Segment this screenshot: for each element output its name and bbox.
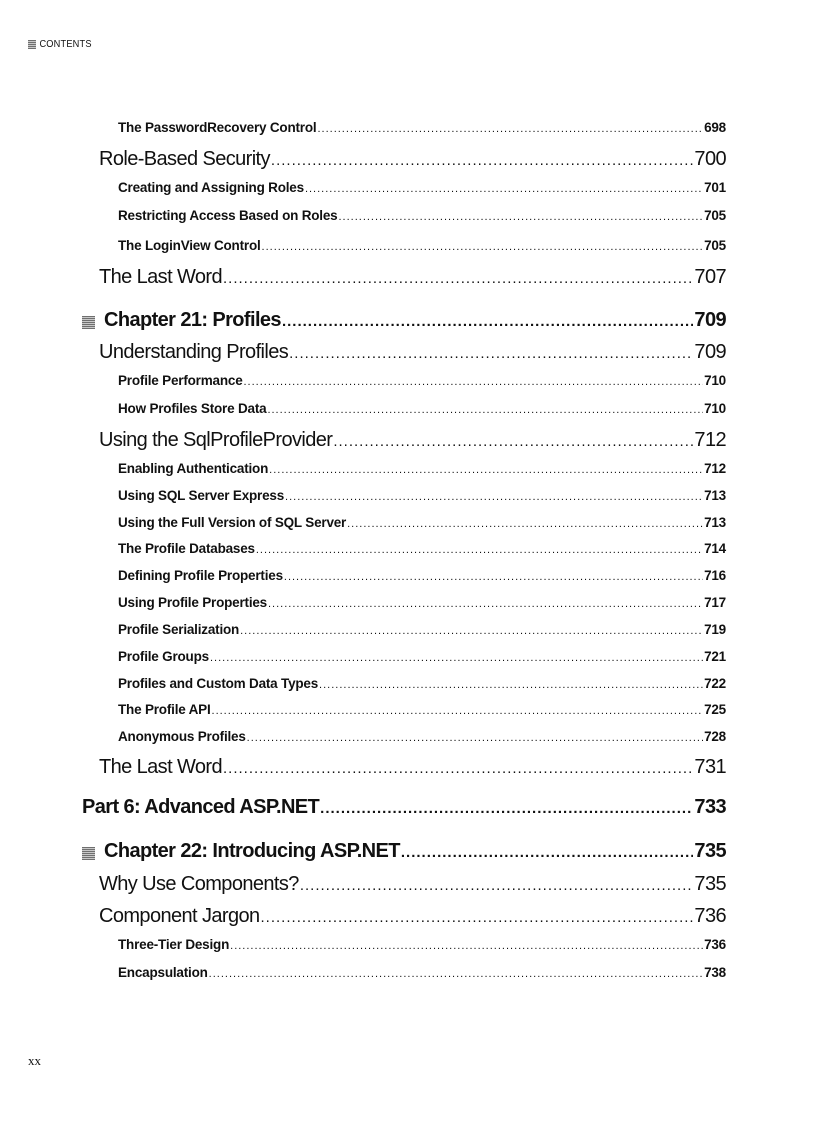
subsection-entry[interactable] [118, 595, 726, 610]
section-entry[interactable] [99, 341, 726, 364]
dot-leader [262, 241, 704, 253]
dot-leader [305, 183, 703, 195]
toc-entry-label: The Last Word [99, 756, 223, 778]
toc-entry-page: 709 [694, 309, 726, 331]
subsection-entry[interactable] [118, 965, 726, 980]
toc-entry-label: The Profile API [118, 702, 211, 717]
toc-entry-page: 705 [704, 208, 726, 223]
dot-leader [284, 571, 703, 583]
toc-entry-label: Encapsulation [118, 965, 208, 980]
dot-leader [261, 909, 694, 926]
toc-entry-label: Why Use Components? [99, 873, 299, 895]
dot-leader [320, 800, 693, 817]
dot-leader [267, 404, 703, 416]
toc-entry-label: Understanding Profiles [99, 341, 289, 363]
toc-entry-label: Role-Based Security [99, 148, 270, 170]
toc-entry-page: 731 [694, 756, 726, 778]
dot-leader [401, 844, 694, 861]
toc-entry-page: 735 [694, 873, 726, 895]
dot-leader [317, 123, 703, 135]
subsection-entry[interactable] [118, 401, 726, 416]
toc-entry-page: 717 [704, 595, 726, 610]
toc-entry-label: Using SQL Server Express [118, 488, 285, 503]
dot-leader [209, 968, 703, 980]
subsection-entry[interactable] [118, 568, 726, 583]
subsection-entry[interactable] [118, 238, 726, 253]
toc-entry-page: 719 [704, 622, 726, 637]
dot-leader [347, 518, 703, 530]
toc-entry-page: 713 [704, 488, 726, 503]
toc-entry-page: 722 [704, 676, 726, 691]
subsection-entry[interactable] [118, 649, 726, 664]
toc-entry-page: 738 [704, 965, 726, 980]
section-entry[interactable] [99, 905, 726, 928]
toc-entry-page: 735 [694, 840, 726, 862]
toc-entry-label: Profile Groups [118, 649, 209, 664]
toc-entry-page: 713 [704, 515, 726, 530]
dot-leader [256, 544, 703, 556]
section-entry[interactable] [99, 266, 726, 289]
subsection-entry[interactable] [118, 515, 726, 530]
part-entry[interactable] [82, 796, 726, 819]
subsection-entry[interactable] [118, 208, 726, 223]
toc-entry-label: Restricting Access Based on Roles [118, 208, 338, 223]
dot-leader [289, 345, 693, 362]
toc-entry-label: Using the SqlProfileProvider [99, 429, 333, 451]
toc-entry-page: 700 [694, 148, 726, 170]
chapter-entry[interactable] [104, 840, 726, 863]
chapter-marker-icon [82, 316, 95, 329]
dot-leader [300, 877, 694, 894]
toc-entry-page: 721 [704, 649, 726, 664]
dot-leader [212, 705, 704, 717]
subsection-entry[interactable] [118, 541, 726, 556]
section-entry[interactable] [99, 429, 726, 452]
toc-entry-label: The LoginView Control [118, 238, 261, 253]
dot-leader [282, 313, 693, 330]
toc-entry-page: 707 [694, 266, 726, 288]
toc-entry-page: 736 [704, 937, 726, 952]
subsection-entry[interactable] [118, 622, 726, 637]
dot-leader [338, 211, 703, 223]
section-entry[interactable] [99, 873, 726, 896]
toc-entry-page: 701 [704, 180, 726, 195]
toc-entry-page: 733 [694, 796, 726, 818]
toc-entry-label: Profiles and Custom Data Types [118, 676, 319, 691]
section-entry[interactable] [99, 756, 726, 779]
toc-entry-label: How Profiles Store Data [118, 401, 267, 416]
toc-entry-page: 725 [704, 702, 726, 717]
toc-entry-label: Using the Full Version of SQL Server [118, 515, 347, 530]
toc-entry-page: 714 [704, 541, 726, 556]
dot-leader [319, 679, 703, 691]
toc-entry-label: The PasswordRecovery Control [118, 120, 317, 135]
dot-leader [223, 270, 693, 287]
toc-entry-page: 710 [704, 373, 726, 388]
running-head-title: CONTENTS [39, 38, 92, 50]
section-entry[interactable] [99, 148, 726, 171]
subsection-entry[interactable] [118, 676, 726, 691]
toc-entry-label: Chapter 22: Introducing ASP.NET [104, 840, 400, 862]
toc-entry-label: Using Profile Properties [118, 595, 267, 610]
dot-leader [269, 464, 703, 476]
dot-leader [268, 598, 703, 610]
toc-entry-page: 736 [694, 905, 726, 927]
dot-leader [247, 732, 703, 744]
subsection-entry[interactable] [118, 702, 726, 717]
toc-entry-page: 698 [704, 120, 726, 135]
toc-entry-page: 710 [704, 401, 726, 416]
toc-entry-label: Chapter 21: Profiles [104, 309, 281, 331]
dot-leader [223, 760, 693, 777]
dot-leader [285, 491, 703, 503]
page-number: xx [28, 1053, 41, 1068]
toc-entry-page: 705 [704, 238, 726, 253]
toc-entry-page: 712 [704, 461, 726, 476]
toc-entry-label: Profile Serialization [118, 622, 240, 637]
toc-entry-label: Anonymous Profiles [118, 729, 246, 744]
toc-entry-label: Creating and Assigning Roles [118, 180, 304, 195]
toc-entry-label: Part 6: Advanced ASP.NET [82, 796, 320, 818]
subsection-entry[interactable] [118, 461, 726, 476]
subsection-entry[interactable] [118, 373, 726, 388]
dot-leader [230, 940, 703, 952]
toc-entry-page: 728 [704, 729, 726, 744]
dot-leader [271, 152, 694, 169]
subsection-entry[interactable] [118, 729, 726, 744]
toc-entry-page: 716 [704, 568, 726, 583]
toc-entry-label: Enabling Authentication [118, 461, 269, 476]
chapter-entry[interactable] [104, 309, 726, 332]
chapter-marker-icon [82, 847, 95, 860]
subsection-entry[interactable] [118, 180, 726, 195]
toc-entry-page: 709 [694, 341, 726, 363]
subsection-entry[interactable] [118, 488, 726, 503]
dot-leader [333, 433, 693, 450]
subsection-entry[interactable] [118, 120, 726, 135]
toc-entry-label: Defining Profile Properties [118, 568, 283, 583]
toc-entry-page: 712 [694, 429, 726, 451]
toc-entry-label: Profile Performance [118, 373, 243, 388]
subsection-entry[interactable] [118, 937, 726, 952]
toc-entry-label: The Last Word [99, 266, 223, 288]
toc-entry-label: The Profile Databases [118, 541, 255, 556]
dot-leader [210, 652, 703, 664]
dot-leader [240, 625, 703, 637]
toc-entry-label: Component Jargon [99, 905, 260, 927]
toc-entry-label: Three-Tier Design [118, 937, 230, 952]
dot-leader [244, 376, 704, 388]
